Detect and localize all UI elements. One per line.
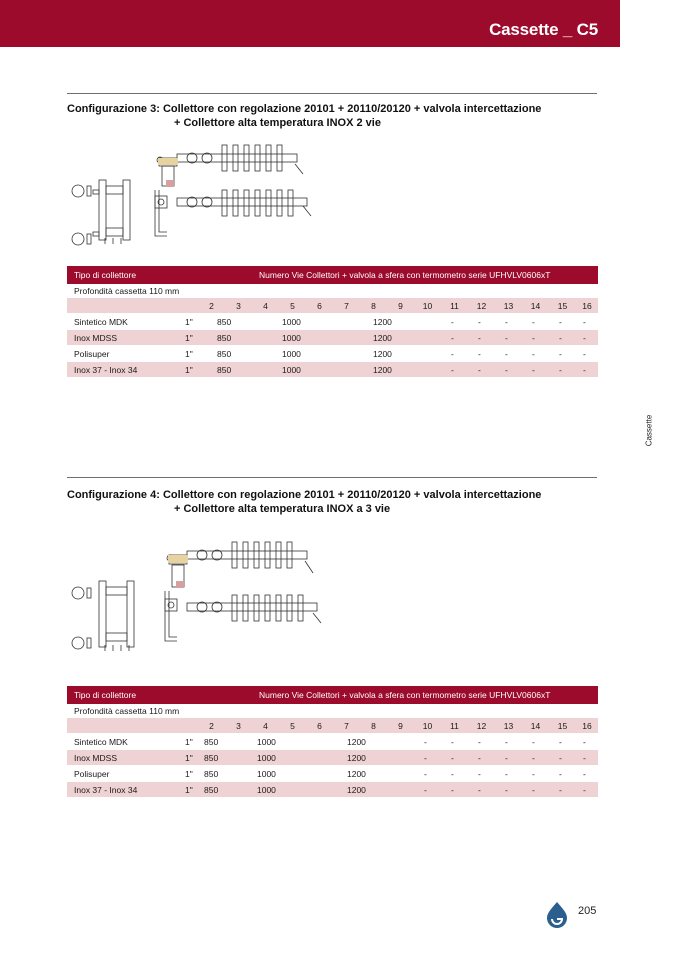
dash: -: [583, 333, 586, 343]
ways-row: [67, 298, 598, 314]
manifold-diagram-config-3: [67, 140, 327, 250]
section-divider: [67, 477, 597, 478]
dash: -: [532, 349, 535, 359]
bottom-outlets: [222, 190, 293, 216]
way-cell: 4: [263, 301, 268, 311]
top-outlets: [222, 145, 282, 171]
dash: -: [478, 785, 481, 795]
table-header: [67, 266, 598, 284]
table-row: [67, 750, 598, 766]
row-value-1: 850: [204, 785, 219, 795]
dash: -: [583, 737, 586, 747]
way-cell: 2: [209, 721, 214, 731]
row-size: 1": [185, 769, 193, 779]
row-name: Inox MDSS: [74, 753, 117, 763]
row-value-2: 1000: [257, 785, 276, 795]
row-value-2: 1000: [282, 365, 301, 375]
gauge-top: [72, 185, 84, 197]
dash: -: [559, 333, 562, 343]
dash: -: [478, 737, 481, 747]
table-row: [67, 766, 598, 782]
way-cell: 14: [530, 301, 541, 311]
dash: -: [451, 769, 454, 779]
dash: -: [505, 737, 508, 747]
dash: -: [532, 785, 535, 795]
dash: -: [478, 769, 481, 779]
way-cell: 10: [422, 301, 433, 311]
way-cell: 16: [582, 721, 592, 731]
dash: -: [424, 785, 427, 795]
row-name: Sintetico MDK: [74, 317, 128, 327]
depth-row: [67, 704, 598, 718]
row-value-3: 1200: [373, 349, 392, 359]
manifold-diagram-config-4: [67, 537, 337, 657]
dash: -: [505, 753, 508, 763]
dash: -: [559, 737, 562, 747]
row-value-1: 850: [204, 753, 219, 763]
dash: -: [532, 769, 535, 779]
row-size: 1": [185, 737, 193, 747]
dash: -: [451, 753, 454, 763]
col-desc-header: Numero Vie Collettori + valvola a sfera con termometro serie UFHVLV0606xT: [259, 690, 551, 700]
dash: -: [559, 769, 562, 779]
depth-label: Profondità cassetta 110 mm: [74, 286, 180, 296]
way-cell: 7: [344, 721, 349, 731]
dash: -: [532, 753, 535, 763]
dash: -: [532, 365, 535, 375]
row-value-1: 850: [204, 737, 219, 747]
way-cell: 11: [450, 721, 459, 731]
dash: -: [505, 333, 508, 343]
row-value-3: 1200: [347, 785, 366, 795]
dash: -: [559, 753, 562, 763]
way-cell: 6: [317, 301, 322, 311]
dash: -: [451, 333, 454, 343]
dash: -: [559, 365, 562, 375]
row-name: Inox 37 - Inox 34: [74, 785, 138, 795]
dash: -: [424, 737, 427, 747]
way-cell: 9: [398, 301, 403, 311]
dash: -: [478, 349, 481, 359]
dash: -: [583, 769, 586, 779]
dash: -: [505, 769, 508, 779]
dash: -: [478, 753, 481, 763]
dash: -: [583, 349, 586, 359]
row-value-2: 1000: [282, 333, 301, 343]
row-value-3: 1200: [347, 753, 366, 763]
ways-row: [67, 718, 598, 734]
dash: -: [559, 349, 562, 359]
row-value-3: 1200: [347, 737, 366, 747]
row-size: 1": [185, 365, 193, 375]
page-number: 205: [578, 905, 597, 917]
section-4-title-line2: + Collettore alta temperatura INOX a 3 vie: [174, 503, 391, 515]
header-bar: [0, 0, 620, 47]
row-size: 1": [185, 753, 193, 763]
dash: -: [424, 769, 427, 779]
row-name: Inox 37 - Inox 34: [74, 365, 138, 375]
way-cell: 15: [557, 301, 568, 311]
col-type-header: Tipo di collettore: [74, 270, 137, 280]
row-name: Polisuper: [74, 349, 110, 359]
row-name: Polisuper: [74, 769, 110, 779]
dash: -: [451, 785, 454, 795]
table-config-4: [67, 686, 598, 798]
depth-label: Profondità cassetta 110 mm: [74, 706, 180, 716]
row-size: 1": [185, 333, 193, 343]
way-cell: 7: [344, 301, 349, 311]
row-value-1: 850: [217, 365, 232, 375]
dash: -: [532, 737, 535, 747]
table-row: [67, 346, 598, 362]
way-cell: 8: [371, 301, 376, 311]
row-value-1: 850: [217, 349, 232, 359]
dash: -: [559, 785, 562, 795]
row-value-3: 1200: [373, 333, 392, 343]
row-value-1: 850: [217, 333, 232, 343]
dash: -: [583, 317, 586, 327]
way-cell: 6: [317, 721, 322, 731]
table-config-3: [67, 266, 598, 378]
dash: -: [478, 365, 481, 375]
way-cell: 4: [263, 721, 268, 731]
row-value-2: 1000: [257, 769, 276, 779]
dash: -: [505, 785, 508, 795]
way-cell: 11: [450, 301, 459, 311]
way-cell: 13: [503, 721, 514, 731]
row-value-2: 1000: [257, 737, 276, 747]
row-value-1: 850: [217, 317, 232, 327]
dash: -: [532, 333, 535, 343]
dash: -: [505, 317, 508, 327]
section-3-title: [67, 102, 541, 130]
dash: -: [583, 785, 586, 795]
dash: -: [451, 349, 454, 359]
way-cell: 8: [371, 721, 376, 731]
table-row: [67, 362, 598, 378]
dash: -: [478, 333, 481, 343]
section-divider: [67, 93, 597, 94]
way-cell: 15: [557, 721, 568, 731]
row-name: Inox MDSS: [74, 333, 117, 343]
row-size: 1": [185, 317, 193, 327]
way-cell: 2: [209, 301, 214, 311]
dash: -: [451, 317, 454, 327]
section-4-title: [67, 488, 541, 516]
way-cell: 3: [236, 721, 241, 731]
dash: -: [505, 365, 508, 375]
table-row: [67, 782, 598, 798]
dash: -: [559, 317, 562, 327]
gauge-bottom: [72, 233, 84, 245]
side-tab: [644, 412, 659, 452]
row-size: 1": [185, 785, 193, 795]
dash: -: [532, 317, 535, 327]
way-cell: 12: [476, 301, 487, 311]
section-3-title-line1: Configurazione 3: Collettore con regolazione 20101 + 20110/20120 + valvola intercettazione: [67, 103, 542, 115]
brand-logo-icon: [543, 900, 571, 928]
way-cell: 12: [476, 721, 487, 731]
section-4-title-line1: Configurazione 4: Collettore con regolazione 20101 + 20110/20120 + valvola intercettazione: [67, 489, 542, 501]
way-cell: 5: [290, 301, 295, 311]
way-cell: 14: [530, 721, 541, 731]
way-cell: 3: [236, 301, 241, 311]
dash: -: [424, 753, 427, 763]
depth-row: [67, 284, 598, 298]
col-type-header: Tipo di collettore: [74, 690, 137, 700]
row-value-3: 1200: [347, 769, 366, 779]
row-value-2: 1000: [257, 753, 276, 763]
dash: -: [505, 349, 508, 359]
dash: -: [583, 365, 586, 375]
side-tab-label: Cassette: [644, 414, 654, 447]
row-size: 1": [185, 349, 193, 359]
way-cell: 5: [290, 721, 295, 731]
table-row: [67, 734, 598, 750]
dash: -: [583, 753, 586, 763]
col-desc-header: Numero Vie Collettori + valvola a sfera con termometro serie UFHVLV0606xT: [259, 270, 551, 280]
dash: -: [478, 317, 481, 327]
table-row: [67, 330, 598, 346]
row-value-3: 1200: [373, 317, 392, 327]
row-value-2: 1000: [282, 349, 301, 359]
table-row: [67, 314, 598, 330]
page-title: Cassette _ C5: [489, 20, 598, 39]
dash: -: [451, 365, 454, 375]
dash: -: [451, 737, 454, 747]
row-value-2: 1000: [282, 317, 301, 327]
way-cell: 10: [422, 721, 433, 731]
way-cell: 13: [503, 301, 514, 311]
section-3-title-line2: + Collettore alta temperatura INOX 2 vie: [174, 117, 381, 129]
way-cell: 16: [582, 301, 592, 311]
row-name: Sintetico MDK: [74, 737, 128, 747]
row-value-1: 850: [204, 769, 219, 779]
way-cell: 9: [398, 721, 403, 731]
row-value-3: 1200: [373, 365, 392, 375]
table-header: [67, 686, 598, 704]
